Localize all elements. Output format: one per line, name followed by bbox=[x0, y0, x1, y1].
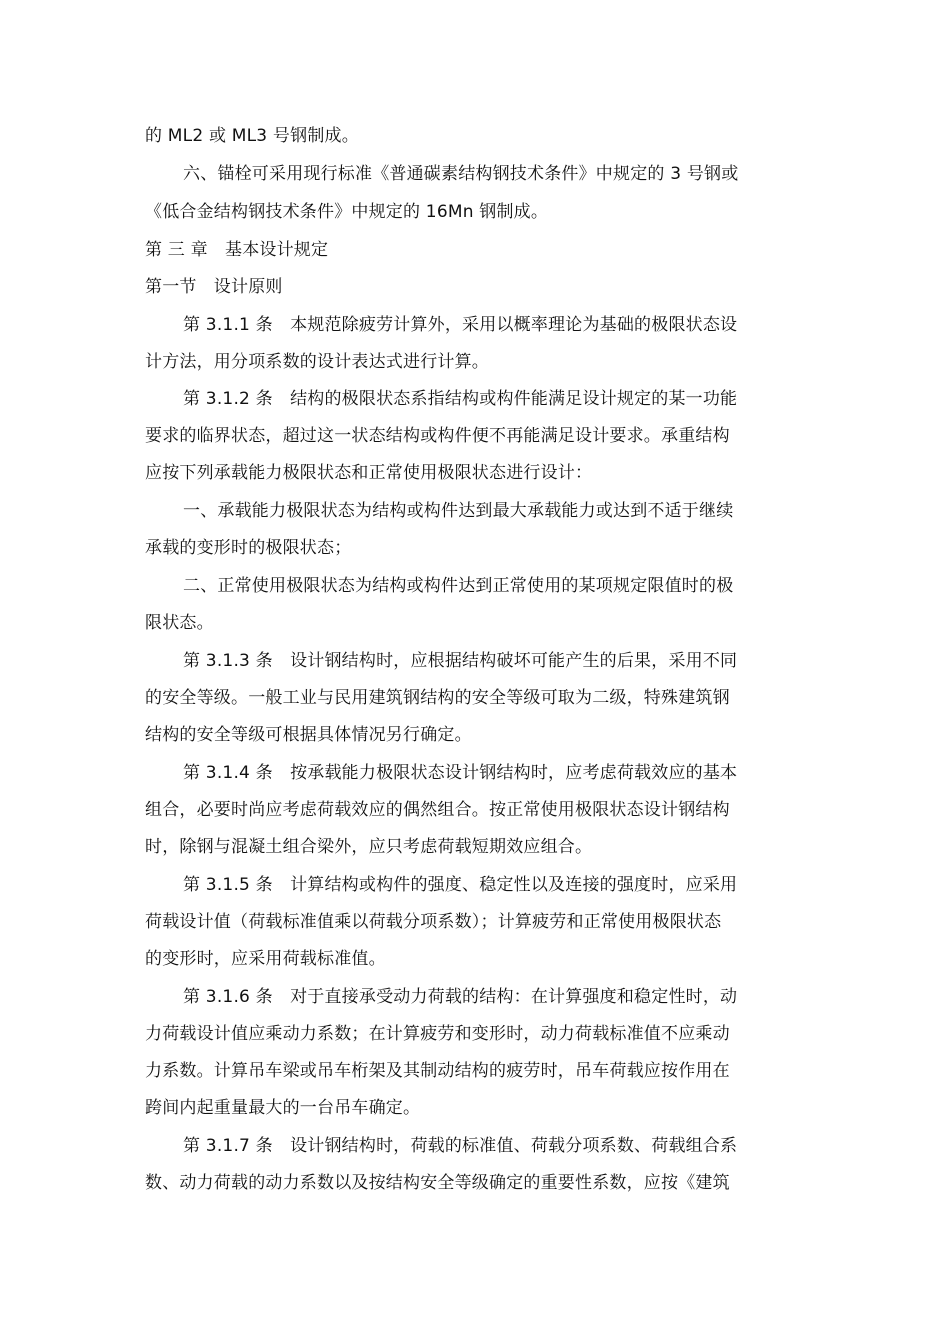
text-line: 第 3.1.3 条 设计钢结构时，应根据结构破坏可能产生的后果，采用不同 bbox=[183, 651, 738, 671]
text-line: 《低合金结构钢技术条件》中规定的 16Mn 钢制成。 bbox=[145, 202, 549, 222]
text-line: 的变形时，应采用荷载标准值。 bbox=[145, 949, 386, 969]
section-heading: 第一节 设计原则 bbox=[145, 277, 283, 297]
text-line: 跨间内起重量最大的一台吊车确定。 bbox=[145, 1098, 421, 1118]
text-line: 一、承载能力极限状态为结构或构件达到最大承载能力或达到不适于继续 bbox=[183, 501, 734, 521]
text-line: 限状态。 bbox=[145, 613, 214, 633]
text-line: 计方法，用分项系数的设计表达式进行计算。 bbox=[145, 352, 489, 372]
text-line: 承载的变形时的极限状态； bbox=[145, 538, 352, 558]
text-line: 第 3.1.7 条 设计钢结构时，荷载的标准值、荷载分项系数、荷载组合系 bbox=[183, 1136, 738, 1156]
text-line: 结构的安全等级可根据具体情况另行确定。 bbox=[145, 725, 472, 745]
text-line: 要求的临界状态，超过这一状态结构或构件便不再能满足设计要求。承重结构 bbox=[145, 426, 730, 446]
text-line: 六、锚栓可采用现行标准《普通碳素结构钢技术条件》中规定的 3 号钢或 bbox=[183, 164, 739, 184]
text-line: 第 3.1.4 条 按承载能力极限状态设计钢结构时，应考虑荷载效应的基本 bbox=[183, 763, 738, 783]
text-line: 第 3.1.6 条 对于直接承受动力荷载的结构：在计算强度和稳定性时，动 bbox=[183, 987, 738, 1007]
text-line: 的安全等级。一般工业与民用建筑钢结构的安全等级可取为二级，特殊建筑钢 bbox=[145, 688, 730, 708]
chapter-heading: 第 三 章 基本设计规定 bbox=[145, 240, 329, 260]
text-line: 二、正常使用极限状态为结构或构件达到正常使用的某项规定限值时的极 bbox=[183, 576, 734, 596]
text-line: 第 3.1.5 条 计算结构或构件的强度、稳定性以及连接的强度时，应采用 bbox=[183, 875, 738, 895]
text-line: 组合，必要时尚应考虑荷载效应的偶然组合。按正常使用极限状态设计钢结构 bbox=[145, 800, 730, 820]
text-line: 时，除钢与混凝土组合梁外，应只考虑荷载短期效应组合。 bbox=[145, 837, 593, 857]
text-line: 的 ML2 或 ML3 号钢制成。 bbox=[145, 126, 359, 146]
text-line: 力荷载设计值应乘动力系数；在计算疲劳和变形时，动力荷载标准值不应乘动 bbox=[145, 1024, 730, 1044]
text-line: 力系数。计算吊车梁或吊车桁架及其制动结构的疲劳时，吊车荷载应按作用在 bbox=[145, 1061, 730, 1081]
text-line: 数、动力荷载的动力系数以及按结构安全等级确定的重要性系数，应按《建筑 bbox=[145, 1173, 730, 1193]
text-line: 第 3.1.2 条 结构的极限状态系指结构或构件能满足设计规定的某一功能 bbox=[183, 389, 738, 409]
text-line: 荷载设计值（荷载标准值乘以荷载分项系数）；计算疲劳和正常使用极限状态 bbox=[145, 912, 722, 932]
text-line: 第 3.1.1 条 本规范除疲劳计算外，采用以概率理论为基础的极限状态设 bbox=[183, 315, 738, 335]
text-line: 应按下列承载能力极限状态和正常使用极限状态进行设计： bbox=[145, 463, 593, 483]
